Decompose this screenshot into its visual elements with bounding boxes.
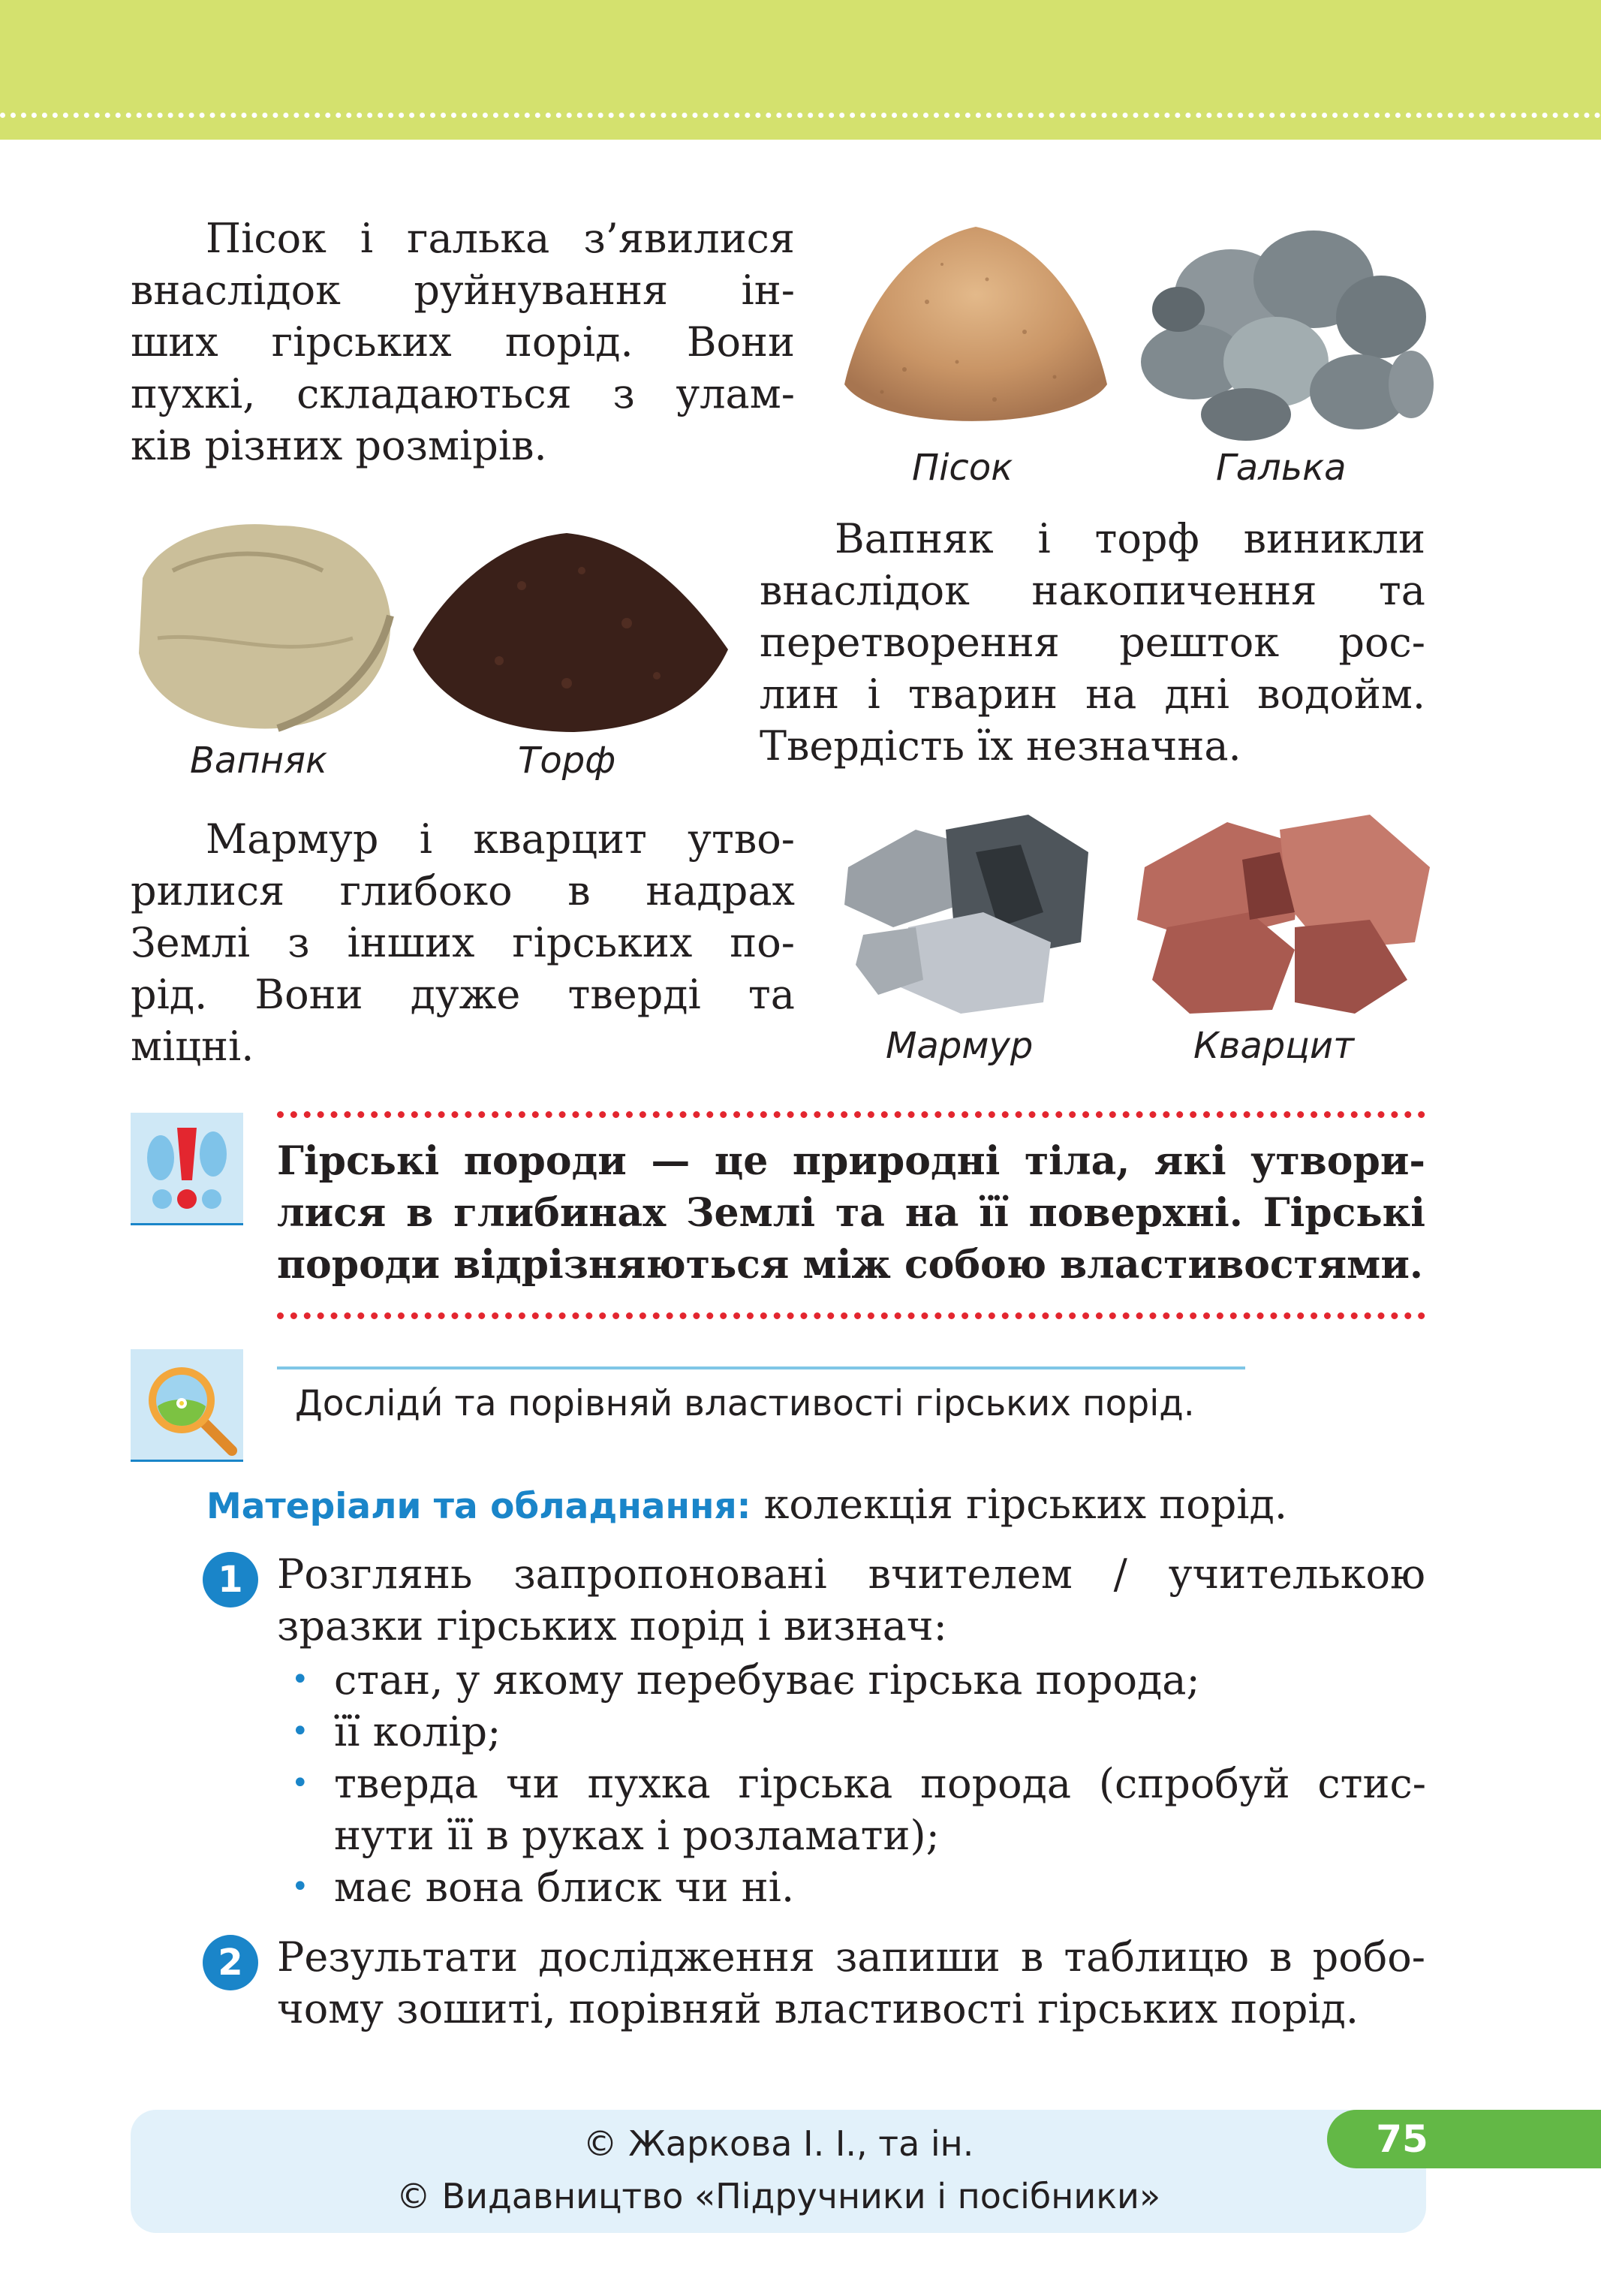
list-item — [285, 1706, 1426, 1758]
task-underline — [277, 1366, 1245, 1369]
text-line: тверда чи пухка гірська порода (спробуй стис- — [334, 1760, 1426, 1807]
text-line: Пісок і галька з’явилися — [206, 215, 795, 262]
materials-line — [206, 1481, 1287, 1528]
quartzite-photo — [1122, 800, 1437, 1017]
text-line: міцні. — [131, 1023, 254, 1070]
text-line: Розглянь запропоновані вчителем / учителькою — [277, 1550, 1425, 1598]
footer-copyright-publisher: © Видавництво «Підручники і посібники» — [396, 2176, 1161, 2216]
text-line: породи відрізняються між собою властивостями. — [277, 1242, 1424, 1288]
text-line: стан, у якому перебуває гірська порода; — [334, 1656, 1200, 1704]
paragraph-sand-pebble — [131, 212, 795, 472]
text-line: внаслідок руйнування ін- — [131, 267, 795, 314]
bullet-list — [285, 1654, 1426, 1913]
text-line: лися в глибинах Землі та на її поверхні. Гірські — [277, 1190, 1425, 1236]
paragraph-marble-quartzite — [131, 813, 795, 1072]
text-line: Результати дослідження запиши в таблицю в робо- — [277, 1933, 1425, 1981]
text-line: нути її в руках і розламати); — [334, 1812, 940, 1859]
text-line: має вона блиск чи ні. — [334, 1864, 795, 1911]
step-1-text — [277, 1548, 1425, 1652]
bullet-dot-icon: • — [291, 1714, 309, 1749]
text-line: Землі з інших гірських по- — [131, 919, 795, 966]
materials-value: колекція гірських порід. — [763, 1481, 1287, 1528]
magnifier-icon — [131, 1349, 243, 1462]
header-dotted-line — [0, 113, 1601, 118]
caption-limestone: Вапняк — [190, 740, 327, 782]
step-2-badge: 2 — [203, 1935, 258, 1990]
text-line: рилися глибоко в надрах — [131, 867, 795, 914]
bullet-dot-icon: • — [291, 1870, 309, 1904]
list-item — [285, 1861, 1426, 1913]
text-line: перетворення решток рос- — [760, 619, 1425, 666]
pebble-photo — [1133, 212, 1434, 444]
paragraph-limestone-peat — [760, 513, 1425, 772]
step-1-badge: 1 — [203, 1552, 258, 1608]
list-item — [285, 1758, 1426, 1861]
bullet-dot-icon: • — [291, 1662, 309, 1697]
text-line: ків різних розмірів. — [131, 422, 547, 469]
caption-sand: Пісок — [912, 447, 1013, 489]
definition-bottom-border — [277, 1312, 1425, 1319]
text-line: Вапняк і торф виникли — [835, 515, 1425, 562]
page-number: 75 — [1376, 2117, 1428, 2161]
text-line: рід. Вони дуже тверді та — [131, 971, 795, 1018]
caption-pebble: Галька — [1216, 447, 1347, 489]
bullet-dot-icon: • — [291, 1766, 309, 1800]
exclamation-icon — [131, 1113, 243, 1225]
text-line: лин і тварин на дні водойм. — [760, 670, 1425, 718]
text-line: чому зошиті, порівняй властивості гірських порід. — [277, 1985, 1359, 2032]
definition-text — [277, 1135, 1425, 1291]
text-line: внаслідок накопичення та — [760, 567, 1425, 614]
sand-photo — [837, 212, 1115, 444]
marble-photo — [833, 800, 1111, 1017]
text-line: зразки гірських порід і визнач: — [277, 1602, 947, 1650]
footer-copyright-authors: © Жаркова І. І., та ін. — [582, 2123, 974, 2164]
caption-quartzite: Кварцит — [1193, 1025, 1355, 1067]
task-title: Досліди́ та порівняй властивості гірських порід. — [295, 1383, 1195, 1424]
text-line: пухкі, складаються з улам- — [131, 370, 795, 417]
text-line: Гірські породи — це природні тіла, які утвори- — [277, 1138, 1425, 1184]
step-2-text — [277, 1931, 1425, 2035]
text-line: її колір; — [334, 1708, 501, 1755]
header-band — [0, 0, 1601, 140]
peat-photo — [409, 518, 732, 736]
text-line: Мармур і кварцит утво- — [206, 815, 795, 863]
caption-marble: Мармур — [886, 1025, 1034, 1067]
materials-label: Матеріали та обладнання: — [206, 1486, 751, 1527]
caption-peat: Торф — [518, 740, 616, 782]
text-line: ших гірських порід. Вони — [131, 318, 795, 366]
limestone-photo — [128, 511, 398, 736]
list-item — [285, 1654, 1426, 1706]
definition-top-border — [277, 1111, 1425, 1118]
text-line: Твердість їх незначна. — [760, 722, 1241, 770]
